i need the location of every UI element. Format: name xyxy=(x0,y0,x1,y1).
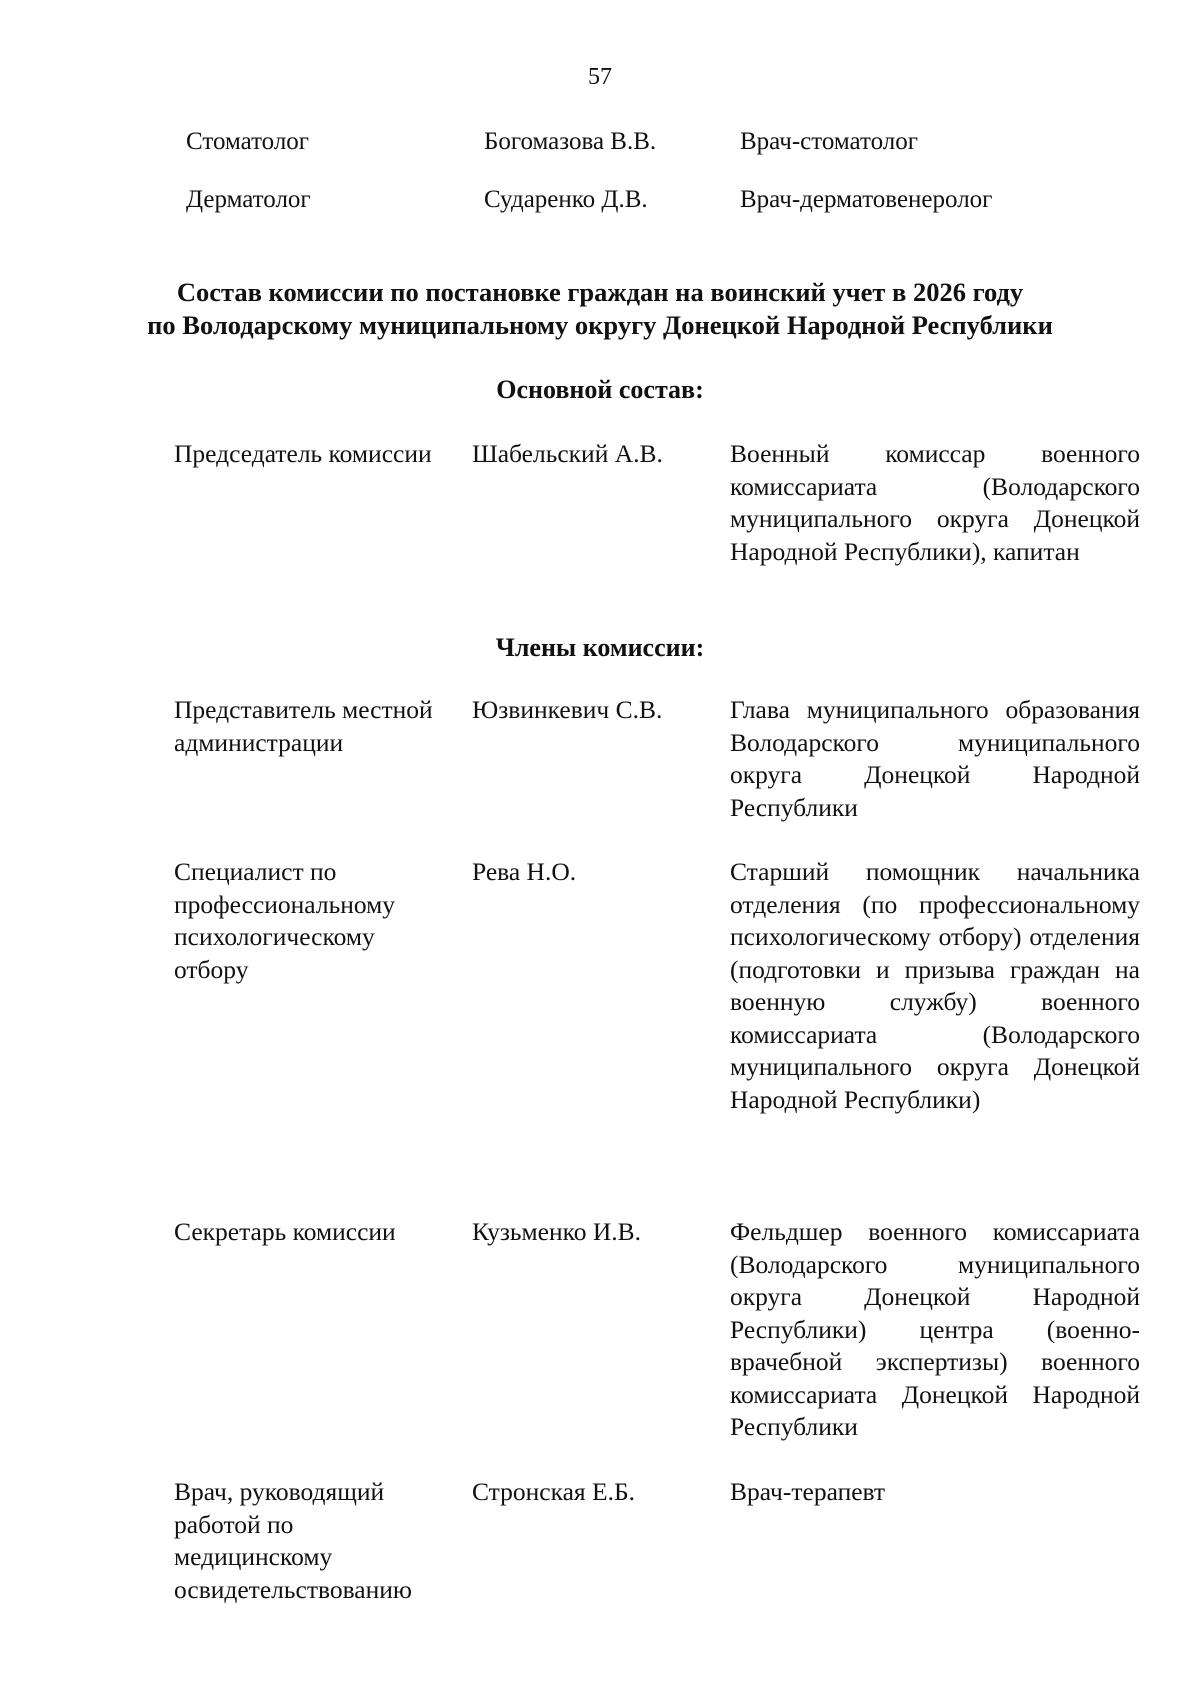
member-name: Кузьменко И.В. xyxy=(472,1217,642,1246)
member-name: Стронская Е.Б. xyxy=(472,1477,635,1506)
members-section-title: Члены комиссии: xyxy=(495,633,705,662)
member-position: Врач-терапевт xyxy=(730,1477,886,1506)
member-position: Старший помощник начальника отделения (по профессиональному психологическому отбору) отделения (подготовки и призыва граждан на военную службу) военного комиссариата (Володарского муниципального округа Донецкой Народной Республики) xyxy=(730,857,1140,1114)
specialist-position: Врач-дерматовенеролог xyxy=(740,186,993,213)
heading-line-2: по Володарскому муниципальному округу Донецкой Народной Республики xyxy=(147,310,1053,340)
page-number: 57 xyxy=(588,64,612,90)
member-role: Специалист по профессиональному психологическому отбору xyxy=(174,857,395,984)
member-role: Представитель местной администрации xyxy=(174,695,433,757)
specialty-label: Дерматолог xyxy=(186,186,311,213)
member-role: Председатель комиссии xyxy=(174,439,432,468)
member-position: Глава муниципального образования Володарского муниципального округа Донецкой Народной Республики xyxy=(730,695,1140,822)
main-section-title: Основной состав: xyxy=(496,375,704,404)
member-role: Секретарь комиссии xyxy=(174,1217,396,1246)
specialist-name: Богомазова В.В. xyxy=(484,128,657,155)
member-name: Шабельский А.В. xyxy=(472,439,663,468)
member-position: Фельдшер военного комиссариата (Володарского муниципального округа Донецкой Народной Республики) центра (военно-врачебной экспертизы) военного комиссариата Донецкой Народной Республики xyxy=(730,1217,1140,1441)
specialty-label: Стоматолог xyxy=(186,128,310,155)
member-name: Юзвинкевич С.В. xyxy=(472,695,663,724)
heading-line-1: Состав комиссии по постановке граждан на воинский учет в 2026 году xyxy=(176,277,1024,307)
commission-heading xyxy=(0,276,1200,342)
specialist-name: Сударенко Д.В. xyxy=(484,186,648,213)
member-name: Рева Н.О. xyxy=(472,857,577,886)
specialist-position: Врач-стоматолог xyxy=(740,128,918,155)
member-position: Военный комиссар военного комиссариата (Володарского муниципального округа Донецкой Народной Республики), капитан xyxy=(730,439,1140,566)
member-role: Врач, руководящий работой по медицинскому освидетельствованию xyxy=(174,1477,412,1604)
